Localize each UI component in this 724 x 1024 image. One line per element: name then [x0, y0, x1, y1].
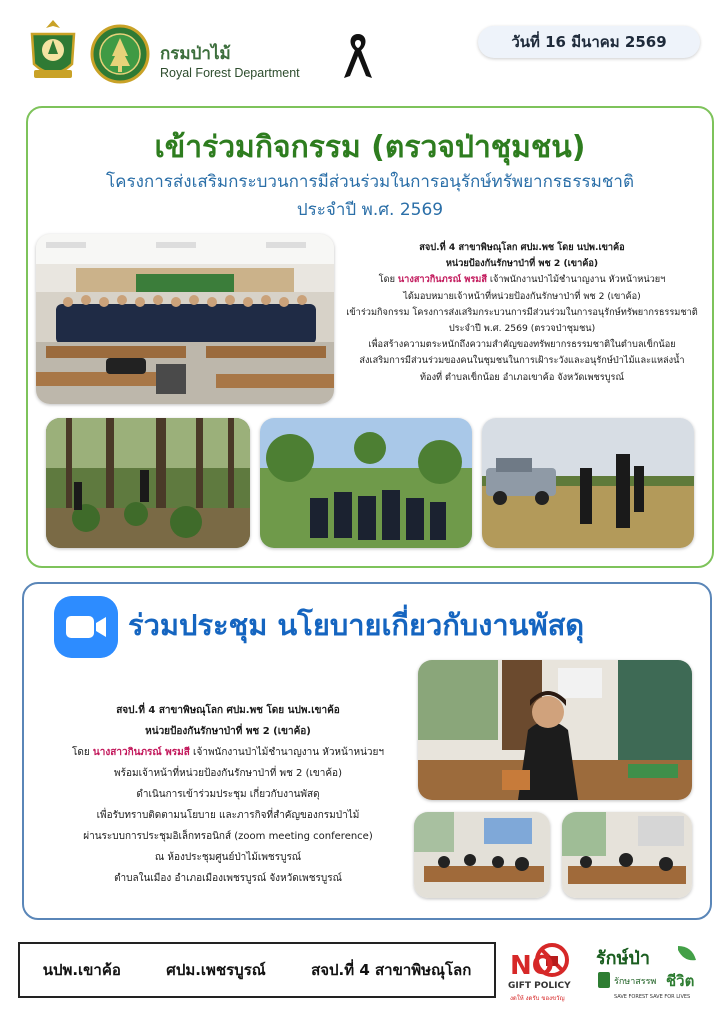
meeting-line-3: โดย นางสาวกินภรณ์ พรมสี เจ้าพนักงานป่าไม้ชำนาญงาน หัวหน้าหน่วยฯ	[71, 747, 384, 758]
activity-line-8: ส่งเสริมการมีส่วนร่วมของคนในชุมชนในการเฝ้าระวังและอนุรักษ์ป่าไม้และแหล่งน้ำ	[359, 355, 685, 367]
meeting-line-7: ผ่านระบบการประชุมอิเล็กทรอนิกส์ (zoom meeting conference)	[83, 831, 373, 842]
activity-subtitle-line1: โครงการส่งเสริมกระบวนการมีส่วนร่วมในการอนุรักษ์ทรัพยากรธรรมชาติ	[105, 172, 634, 192]
activity-line-7: เพื่อสร้างความตระหนักถึงความสำคัญของทรัพยากรธรรมชาติในตำบลเข็กน้อย	[368, 339, 676, 351]
no-gift-big-text: NO	[510, 951, 554, 981]
meeting-line-4: พร้อมเจ้าหน้าที่หน่วยป้องกันรักษาป่าที่ พช 2 (เขาค้อ)	[114, 768, 342, 779]
date-badge: วันที่ 16 มีนาคม 2569	[478, 26, 700, 58]
activity-description	[342, 240, 702, 386]
activity-line-5: เข้าร่วมกิจกรรม โครงการส่งเสริมกระบวนการมีส่วนร่วมในการอนุรักษ์ทรัพยากรธรรมชาติ	[346, 306, 698, 318]
no-gift-small-text: GIFT POLICY	[508, 981, 571, 991]
no-gift-policy-badge	[504, 940, 584, 1006]
activity-line-1: สจป.ที่ 4 สาขาพิษณุโลก ศปม.พช โดย นปพ.เขาค้อ	[419, 242, 625, 253]
meeting-title: ร่วมประชุม นโยบายเกี่ยวกับงานพัสดุ	[128, 608, 585, 642]
meeting-line-8: ณ ห้องประชุมศูนย์ป่าไม้เพชรบูรณ์	[154, 852, 302, 863]
forest-patrol-photo-3	[482, 418, 694, 548]
activity-subtitle	[26, 168, 714, 224]
forest-patrol-photo-1	[46, 418, 250, 548]
forest-department-emblem-icon	[90, 24, 150, 84]
save-forest-badge	[592, 940, 708, 1006]
save-forest-tag: SAVE FOREST SAVE FOR LIVES	[614, 994, 691, 1000]
meeting-photo-2	[414, 812, 550, 898]
footer-unit-2: ศปม.เพชรบูรณ์	[166, 961, 266, 979]
save-forest-title: รักษ์ป่า	[596, 948, 650, 969]
meeting-line-2: หน่วยป้องกันรักษาป่าที่ พช 2 (เขาค้อ)	[145, 726, 311, 737]
org-name-thai: กรมป่าไม้	[160, 44, 231, 64]
save-forest-sub2: ชีวิต	[666, 972, 695, 990]
officer-name: นางสาวกินภรณ์ พรมสี	[397, 274, 487, 286]
footer-unit-3: สจป.ที่ 4 สาขาพิษณุโลก	[311, 961, 472, 979]
activity-line-2: หน่วยป้องกันรักษาป่าที่ พช 2 (เขาค้อ)	[445, 258, 599, 270]
no-gift-sub-text: งดให้ งดรับ ของขวัญ	[510, 995, 565, 1002]
meeting-line-6: เพื่อรับทราบติดตามนโยบาย และภารกิจที่สำคัญของกรมป่าไม้	[96, 810, 360, 821]
activity-line-6: ประจำปี พ.ศ. 2569 (ตรวจป่าชุมชน)	[448, 323, 596, 335]
forest-patrol-photo-2	[260, 418, 472, 548]
meeting-line-1: สจป.ที่ 4 สาขาพิษณุโลก ศปม.พช โดย นปพ.เขาค้อ	[116, 705, 340, 716]
meeting-line-5: ดำเนินการเข้าร่วมประชุม เกี่ยวกับงานพัสดุ	[136, 789, 320, 800]
meeting-photo-main	[418, 660, 692, 800]
activity-line-9: ท้องที่ ตำบลเข็กน้อย อำเภอเขาค้อ จังหวัดเพชรบูรณ์	[420, 371, 624, 383]
activity-line-3: โดย นางสาวกินภรณ์ พรมสี เจ้าพนักงานป่าไม้ชำนาญงาน หัวหน้าหน่วยฯ	[378, 274, 666, 286]
meeting-photo-3	[562, 812, 692, 898]
lock-icon	[598, 972, 610, 988]
activity-title: เข้าร่วมกิจกรรม (ตรวจป่าชุมชน)	[154, 130, 586, 165]
footer-unit-1: นปพ.เขาค้อ	[42, 961, 121, 979]
meeting-officer-name: นางสาวกินภรณ์ พรมสี	[92, 747, 190, 758]
save-forest-sub1: รักษาสรรพ	[614, 977, 657, 987]
org-name-english: Royal Forest Department	[160, 66, 300, 80]
activity-line-4: ได้มอบหมายเจ้าหน้าที่หน่วยป้องกันรักษาป่าที่ พช 2 (เขาค้อ)	[403, 290, 641, 302]
group-photo	[36, 234, 334, 404]
mourning-ribbon-icon	[340, 30, 376, 82]
activity-subtitle-line2: ประจำปี พ.ศ. 2569	[296, 200, 444, 220]
meeting-line-9: ตำบลในเมือง อำเภอเมืองเพชรบูรณ์ จังหวัดเพชรบูรณ์	[114, 873, 342, 884]
forest-department-seal-icon	[22, 18, 84, 84]
zoom-camera-icon	[54, 596, 118, 658]
meeting-description	[38, 700, 418, 889]
leaf-icon	[678, 946, 696, 960]
footer-unit-bar	[18, 942, 496, 998]
